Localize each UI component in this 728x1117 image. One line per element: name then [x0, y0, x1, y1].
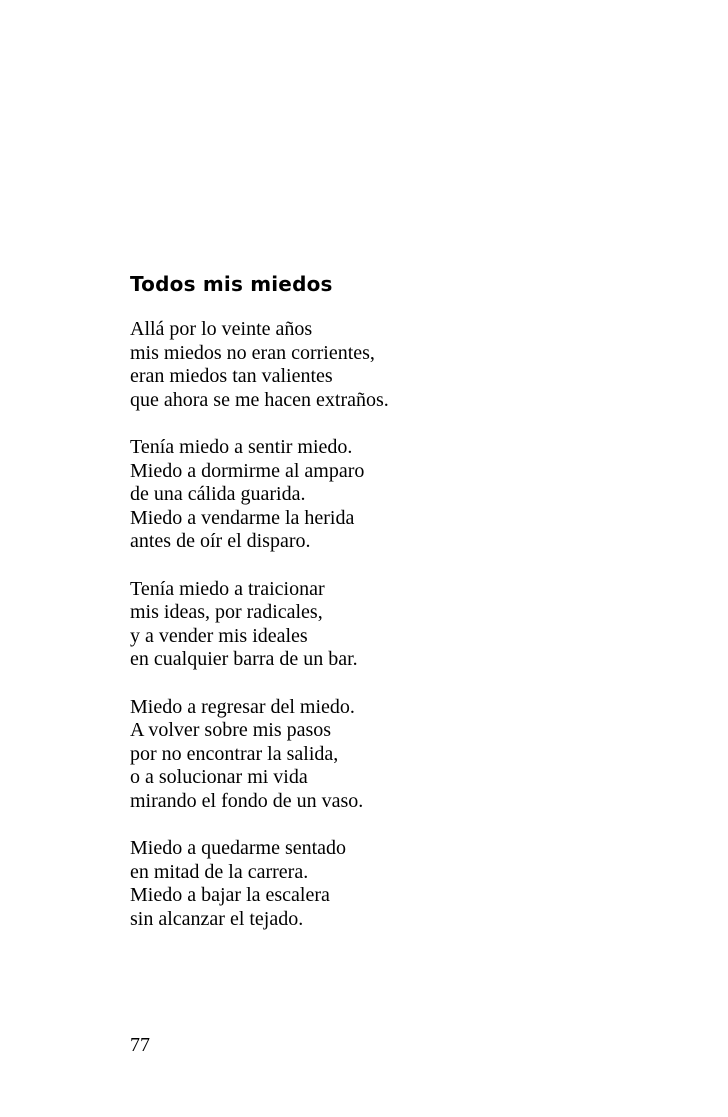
stanza [130, 837, 630, 931]
verse-line: en cualquier barra de un bar. [130, 648, 358, 670]
verse-line: eran miedos tan valientes [130, 365, 333, 387]
verse-line: Miedo a regresar del miedo. [130, 695, 355, 718]
verse-line: Tenía miedo a sentir miedo. [130, 436, 353, 458]
verse-line: o a solucionar mi vida [130, 766, 308, 788]
stanza [130, 578, 630, 672]
verse-line: Miedo a vendarme la herida [130, 506, 355, 529]
verse-line: que ahora se me hacen extraños. [130, 388, 389, 411]
stanza [130, 436, 630, 554]
poem-body [130, 318, 630, 955]
verse-line: mis miedos no eran corrientes, [130, 341, 375, 364]
stanza [130, 696, 630, 814]
verse-line: Tenía miedo a traicionar [130, 577, 325, 600]
page-number: 77 [130, 1034, 150, 1056]
verse-line: Allá por lo veinte años [130, 318, 313, 340]
poem-title: Todos mis miedos [130, 272, 333, 296]
verse-line: Miedo a dormirme al amparo [130, 459, 365, 482]
stanza [130, 318, 630, 412]
verse-line: A volver sobre mis pasos [130, 719, 332, 741]
verse-line: por no encontrar la salida, [130, 742, 339, 765]
verse-line: Miedo a quedarme sentado [130, 837, 347, 859]
verse-line: Miedo a bajar la escalera [130, 884, 330, 906]
verse-line: mirando el fondo de un vaso. [130, 789, 364, 812]
verse-line: sin alcanzar el tejado. [130, 907, 304, 930]
verse-line: de una cálida guarida. [130, 483, 306, 505]
verse-line: en mitad de la carrera. [130, 860, 309, 883]
verse-line: y a vender mis ideales [130, 624, 308, 647]
verse-line: mis ideas, por radicales, [130, 601, 323, 623]
verse-line: antes de oír el disparo. [130, 530, 311, 552]
